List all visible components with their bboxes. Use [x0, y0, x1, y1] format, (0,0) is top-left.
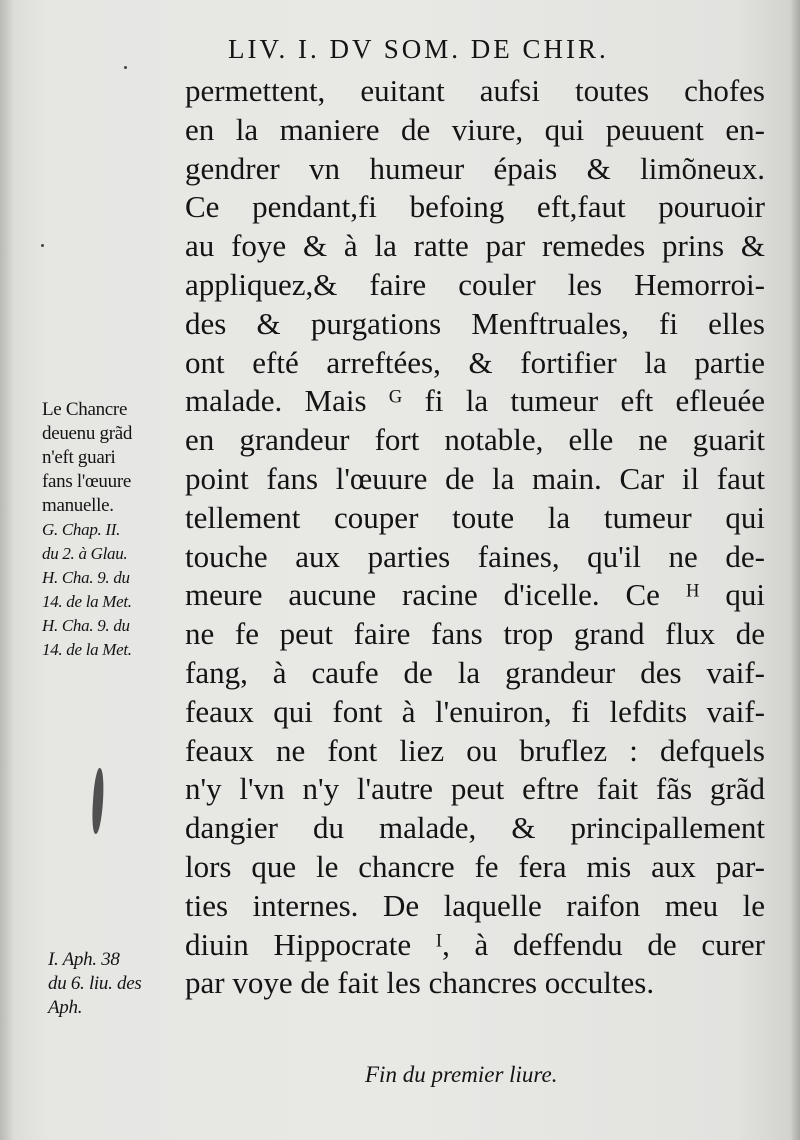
text-line: en la maniere de viure, qui peuuent en-	[185, 111, 765, 147]
margin-notes	[42, 398, 182, 662]
text-line: appliquez,& faire couler les Hemorroi-	[185, 266, 765, 302]
text-line: point fans l'œuure de la main. Car il faut	[185, 460, 765, 496]
margin-reference-line: 14. de la Met.	[42, 592, 132, 611]
text-line: des & purgations Menftruales, fi elles	[185, 305, 765, 341]
text-line: malade. Mais ᴳ fi la tumeur eft efleuée	[185, 383, 765, 419]
margin-notes-bottom	[48, 948, 188, 1020]
text-line: diuin Hippocrate ᴵ, à deffendu de curer	[185, 926, 765, 962]
text-line: en grandeur fort notable, elle ne guarit	[185, 422, 765, 458]
margin-note-line: fans l'œuure	[42, 471, 131, 492]
text-line: lors que le chancre fe fera mis aux par-	[185, 848, 765, 884]
text-line: au foye & à la ratte par remedes prins &	[185, 228, 765, 264]
page-edge-right	[790, 0, 800, 1140]
ink-blot	[91, 768, 106, 835]
margin-reference-line: I. Aph. 38	[48, 949, 120, 970]
margin-reference-line: H. Cha. 9. du	[42, 616, 130, 635]
margin-reference-line: H. Cha. 9. du	[42, 568, 130, 587]
text-line: feaux qui font à l'enuiron, fi lefdits vaif-	[185, 693, 765, 729]
ink-dot	[41, 244, 44, 247]
running-header: LIV. I. DV SOM. DE CHIR.	[228, 34, 609, 64]
text-line: par voye de fait les chancres occultes.	[185, 965, 655, 1001]
chapter-end-note: Fin du premier liure.	[365, 1062, 558, 1087]
main-text-block	[185, 72, 765, 1003]
page-edge-left	[0, 0, 14, 1140]
text-line: n'y l'vn n'y l'autre peut eftre fait fãs grãd	[185, 771, 765, 807]
margin-note-line: n'eft guari	[42, 447, 116, 468]
text-line: meure aucune racine d'icelle. Ce ᴴ qui	[185, 577, 765, 613]
text-line: Ce pendant,fi befoing eft,faut pouruoir	[185, 189, 765, 225]
text-line: ne fe peut faire fans trop grand flux de	[185, 616, 765, 652]
text-line: ties internes. De laquelle raifon meu le	[185, 887, 765, 923]
text-line: ont efté arreftées, & fortifier la partie	[185, 344, 765, 380]
text-line: permettent, euitant aufsi toutes chofes	[185, 73, 765, 108]
margin-reference-line: Aph.	[48, 997, 83, 1018]
text-line: touche aux parties faines, qu'il ne de-	[185, 538, 765, 574]
text-line: feaux ne font liez ou bruflez : defquels	[185, 732, 765, 768]
text-line: dangier du malade, & principallement	[185, 810, 765, 846]
margin-note-line: manuelle.	[42, 495, 114, 516]
margin-note-line: deuenu grãd	[42, 423, 133, 444]
margin-reference-line: G. Chap. II.	[42, 520, 121, 539]
text-line: fang, à caufe de la grandeur des vaif-	[185, 654, 765, 690]
margin-note-line: Le Chancre	[42, 399, 128, 420]
margin-reference-line: du 6. liu. des	[48, 973, 142, 994]
text-line: gendrer vn humeur épais & limõneux.	[185, 150, 765, 186]
ink-dot	[124, 66, 127, 69]
text-line: tellement couper toute la tumeur qui	[185, 499, 765, 535]
margin-reference-line: 14. de la Met.	[42, 640, 132, 659]
margin-reference-line: du 2. à Glau.	[42, 544, 128, 563]
